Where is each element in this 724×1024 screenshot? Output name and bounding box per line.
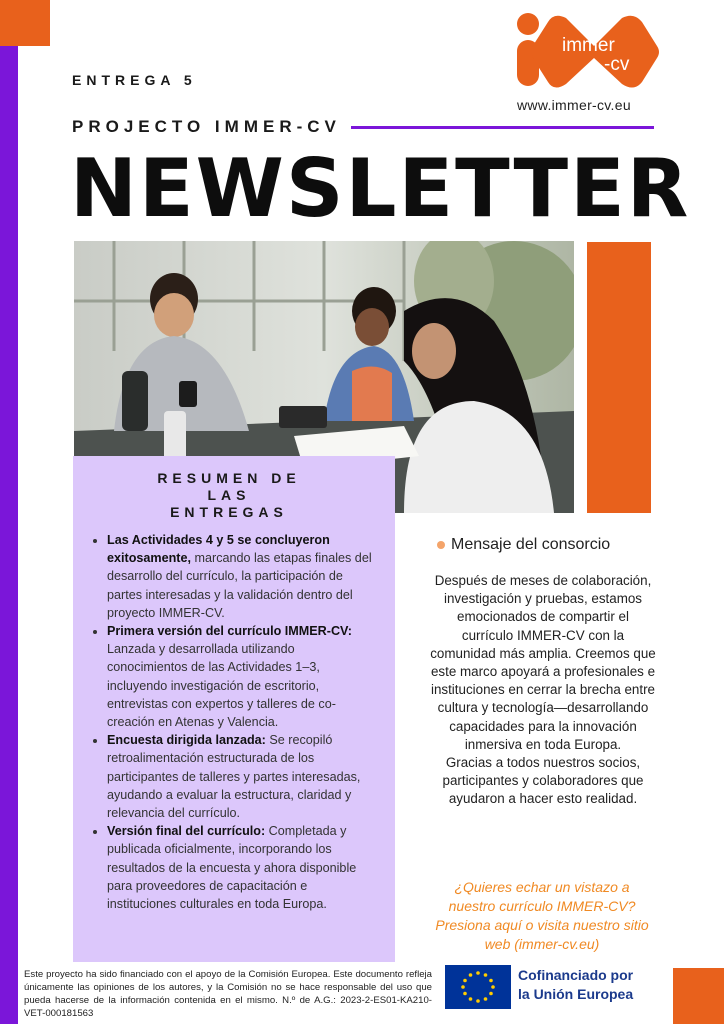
website-link[interactable]: www.immer-cv.eu	[517, 97, 631, 113]
summary-heading-line: RESUMEN DE	[157, 470, 301, 486]
item-text: Lanzada y desarrollada utilizando conocimientos de las Actividades 1–3, incluyendo investigación de escritorio, entrevistas con expertos y talleres de co-creación en Atenas y Valencia.	[107, 642, 336, 730]
curriculum-cta-link[interactable]: ¿Quieres echar un vistazo a nuestro currículo IMMER-CV? Presiona aquí o visita nuestro sitio web (immer-cv.eu)	[435, 879, 649, 952]
item-bold: Primera versión del currículo IMMER-CV:	[107, 624, 352, 639]
summary-heading-line: ENTREGAS	[170, 504, 288, 520]
project-divider	[351, 126, 654, 129]
eu-line: Cofinanciado por	[518, 967, 634, 983]
corner-accent-bottom-right	[673, 968, 724, 1024]
logo-text-immer: immer	[562, 35, 615, 56]
project-row	[72, 116, 654, 138]
list-item	[107, 822, 373, 913]
item-text: marcando las etapas finales del desarrollo del currículo, la participación de partes interesadas y la validación dentro del proyecto IMMER-CV.	[107, 551, 372, 620]
item-bold: Encuesta dirigida lanzada:	[107, 733, 266, 748]
item-text: Completada y publicada oficialmente, incorporando los resultados de la encuesta y ahora disponible para proveedores de capacitación e instituciones culturales en toda Europa.	[107, 824, 357, 912]
bullet-dot-icon	[437, 541, 445, 549]
summary-list	[85, 531, 373, 913]
eu-line: la Unión Europea	[518, 986, 634, 1002]
consortium-paragraph: Después de meses de colaboración, investigación y pruebas, estamos emocionados de compartir el currículo IMMER-CV con la comunidad más amplia. Creemos que este marco apoyará a profesionales e instituciones en cerrar la brecha entre cultura y tecnología—desarrollando capacidades para la innovación inmersiva en toda Europa.	[430, 573, 656, 752]
consortium-paragraph: Gracias a todos nuestros socios, participantes y colaboradores que ayudaron a hacer esto realidad.	[442, 755, 644, 807]
funding-disclaimer: Este proyecto ha sido financiado con el apoyo de la Comisión Europea. Este documento refleja únicamente las opiniones de los autores, y la Comisión no se hace responsable del uso que pueda hacerse de la información contenida en el mismo. N.º de A.G.: 2023-2-ES01-KA210-VET-000181563	[24, 969, 432, 1019]
consortium-body	[430, 572, 656, 809]
immer-cv-logo[interactable]	[514, 12, 660, 90]
list-item	[107, 731, 373, 822]
project-label: PROJECTO IMMER-CV	[72, 117, 341, 136]
issue-label: ENTREGA 5	[72, 72, 197, 88]
eu-flag-icon	[445, 965, 511, 1009]
left-accent-bar	[0, 46, 18, 1024]
list-item	[107, 531, 373, 622]
item-text: Se recopiló retroalimentación estructurada de los participantes de talleres y partes interesadas, ayudando a evaluar la estructura, claridad y relevancia del currículo.	[107, 733, 361, 821]
item-bold: Las Actividades 4 y 5 se concluyeron exitosamente,	[107, 533, 330, 566]
corner-accent-top-left	[0, 0, 50, 46]
list-item	[107, 622, 373, 731]
item-bold: Versión final del currículo:	[107, 824, 266, 839]
summary-box	[73, 456, 395, 962]
right-accent-block	[587, 242, 651, 513]
consortium-heading-text: Mensaje del consorcio	[451, 536, 611, 553]
summary-heading-line: LAS	[207, 487, 251, 503]
summary-heading	[85, 470, 373, 521]
eu-cofunding-label	[518, 966, 633, 1004]
page-title: NEWSLETTER	[70, 142, 691, 235]
logo-text-cv: -cv	[604, 54, 630, 75]
consortium-heading	[437, 536, 610, 554]
